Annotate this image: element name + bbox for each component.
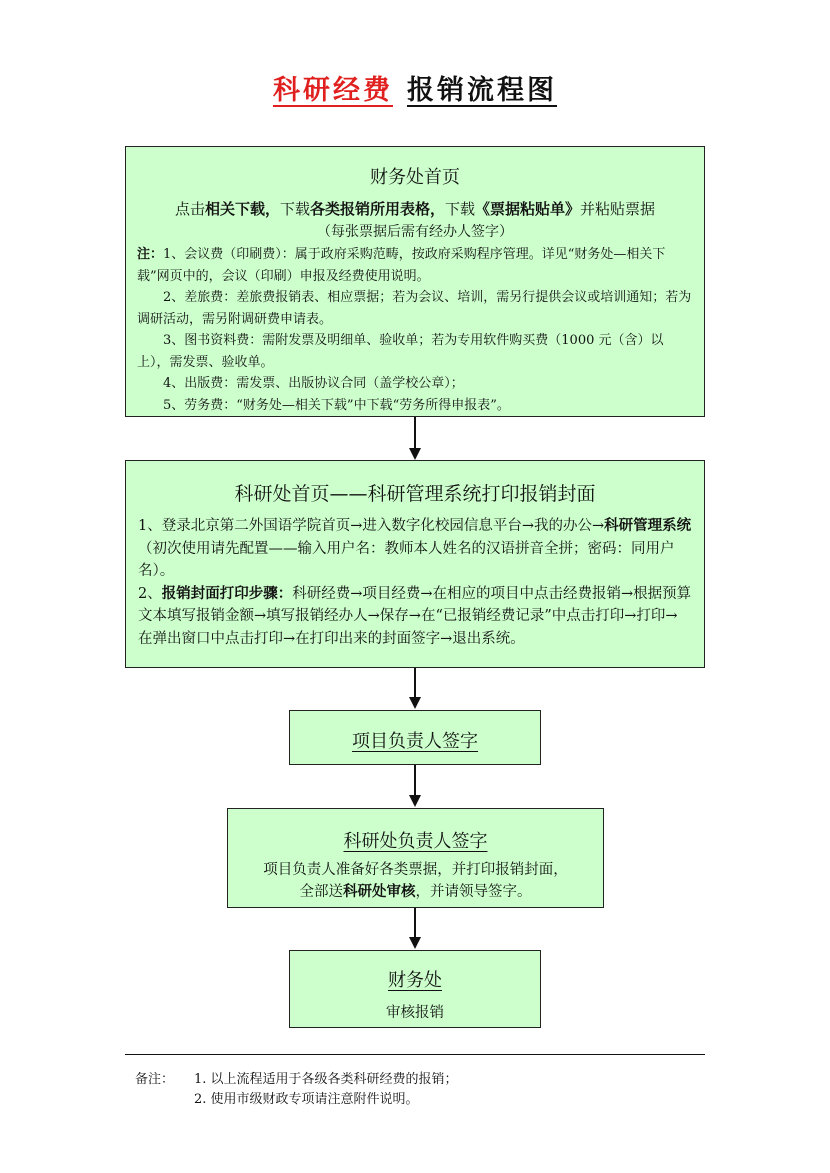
step-2-num: 2、	[138, 585, 162, 602]
instr-text-c: 下载	[279, 200, 310, 218]
note-4: 4、出版费：需发票、出版协议合同（盖学校公章）；	[163, 376, 464, 391]
finance-homepage-title: 财务处首页	[370, 167, 460, 188]
footer-divider	[125, 1054, 705, 1055]
research-head-sign-box	[227, 808, 604, 908]
project-lead-sign-title: 项目负责人签字	[352, 731, 478, 752]
step-2-label: 报销封面打印步骤：	[161, 585, 293, 602]
arrow-3-head	[409, 795, 421, 807]
finance-notes	[126, 241, 704, 416]
research-head-sign-title: 科研处负责人签字	[343, 831, 488, 852]
title-red-part: 科研经费	[273, 75, 393, 106]
instr-related-download: 相关下载，	[204, 200, 280, 218]
footer-note-1: 1. 以上流程适用于各级各类科研经费的报销；	[194, 1072, 458, 1087]
step-1-text-c: （初次使用请先配置——输入用户名：教师本人姓名的汉语拼音全拼；密码：同用户名）。	[138, 540, 675, 579]
arrow-4-line	[414, 908, 416, 938]
sign-line-2c: ，并请领导签字。	[415, 884, 532, 900]
note-3: 3、图书资料费：需附发票及明细单、验收单；若为专用软件购买费（1000 元（含）以上），需发票、验收单。	[137, 333, 664, 370]
instr-receipt-sheet: 《票据粘贴单》	[475, 200, 581, 218]
instr-text-e: 下载	[445, 200, 476, 218]
step-2-text: 科研经费→项目经费→在相应的项目中点击经费报销→根据预算文本填写报销金额→填写报销经办人→保存→在“已报销经费记录”中点击打印→打印→在弹出窗口中点击打印→在打印出来的封面签字→退出系统。	[138, 585, 692, 647]
step-1-system: 科研管理系统	[604, 518, 692, 534]
title-black-part: 报销流程图	[407, 75, 557, 106]
step-2	[138, 583, 692, 651]
research-office-box	[125, 460, 705, 668]
finance-office-box	[289, 950, 541, 1028]
research-office-title: 科研处首页——科研管理系统打印报销封面	[234, 483, 596, 505]
research-office-steps	[126, 506, 704, 650]
arrow-4-head	[409, 937, 421, 949]
step-1	[138, 515, 692, 583]
finance-office-content: 审核报销	[386, 1005, 444, 1021]
arrow-2-head	[409, 697, 421, 709]
arrow-2-line	[414, 668, 416, 698]
page-title	[0, 68, 830, 107]
sign-line-2	[228, 881, 603, 903]
instr-forms: 各类报销所用表格，	[309, 200, 445, 218]
note-5: 5、劳务费：“财务处—相关下载”中下载“劳务所得申报表”。	[163, 397, 510, 413]
step-1-text-a: 1、登录北京第二外国语学院首页→进入数字化校园信息平台→我的办公→	[138, 518, 605, 534]
project-lead-sign-box	[289, 710, 541, 765]
sign-line-2b: 科研处审核	[343, 884, 416, 900]
arrow-1-head	[409, 448, 421, 460]
note-2: 2、差旅费：差旅费报销表、相应票据；若为会议、培训，需另行提供会议或培训通知；若为调研活动，需另附调研费申请表。	[137, 290, 692, 327]
notes-label: 注：	[137, 247, 164, 262]
instr-text-a: 点击	[174, 200, 205, 218]
footer-note-2: 2. 使用市级财政专项请注意附件说明。	[194, 1092, 419, 1107]
note-1: 1、会议费（印刷费）：属于政府采购范畴，按政府采购程序管理。详见“财务处—相关下载”网页中的，会议（印刷）申报及经费使用说明。	[137, 247, 666, 284]
finance-office-title: 财务处	[388, 970, 442, 991]
arrow-1-line	[414, 417, 416, 449]
arrow-3-line	[414, 765, 416, 796]
finance-download-instruction	[126, 198, 704, 219]
instr-text-g: 并粘贴票据	[580, 200, 656, 218]
signature-note: （每张票据后需有经办人签字）	[317, 224, 513, 240]
finance-homepage-box	[125, 146, 705, 417]
sign-line-2a: 全部送	[299, 884, 343, 900]
research-head-sign-content	[228, 859, 603, 903]
sign-line-1: 项目负责人准备好各类票据，并打印报销封面，	[263, 862, 568, 878]
footer-label: 备注：	[135, 1072, 175, 1087]
